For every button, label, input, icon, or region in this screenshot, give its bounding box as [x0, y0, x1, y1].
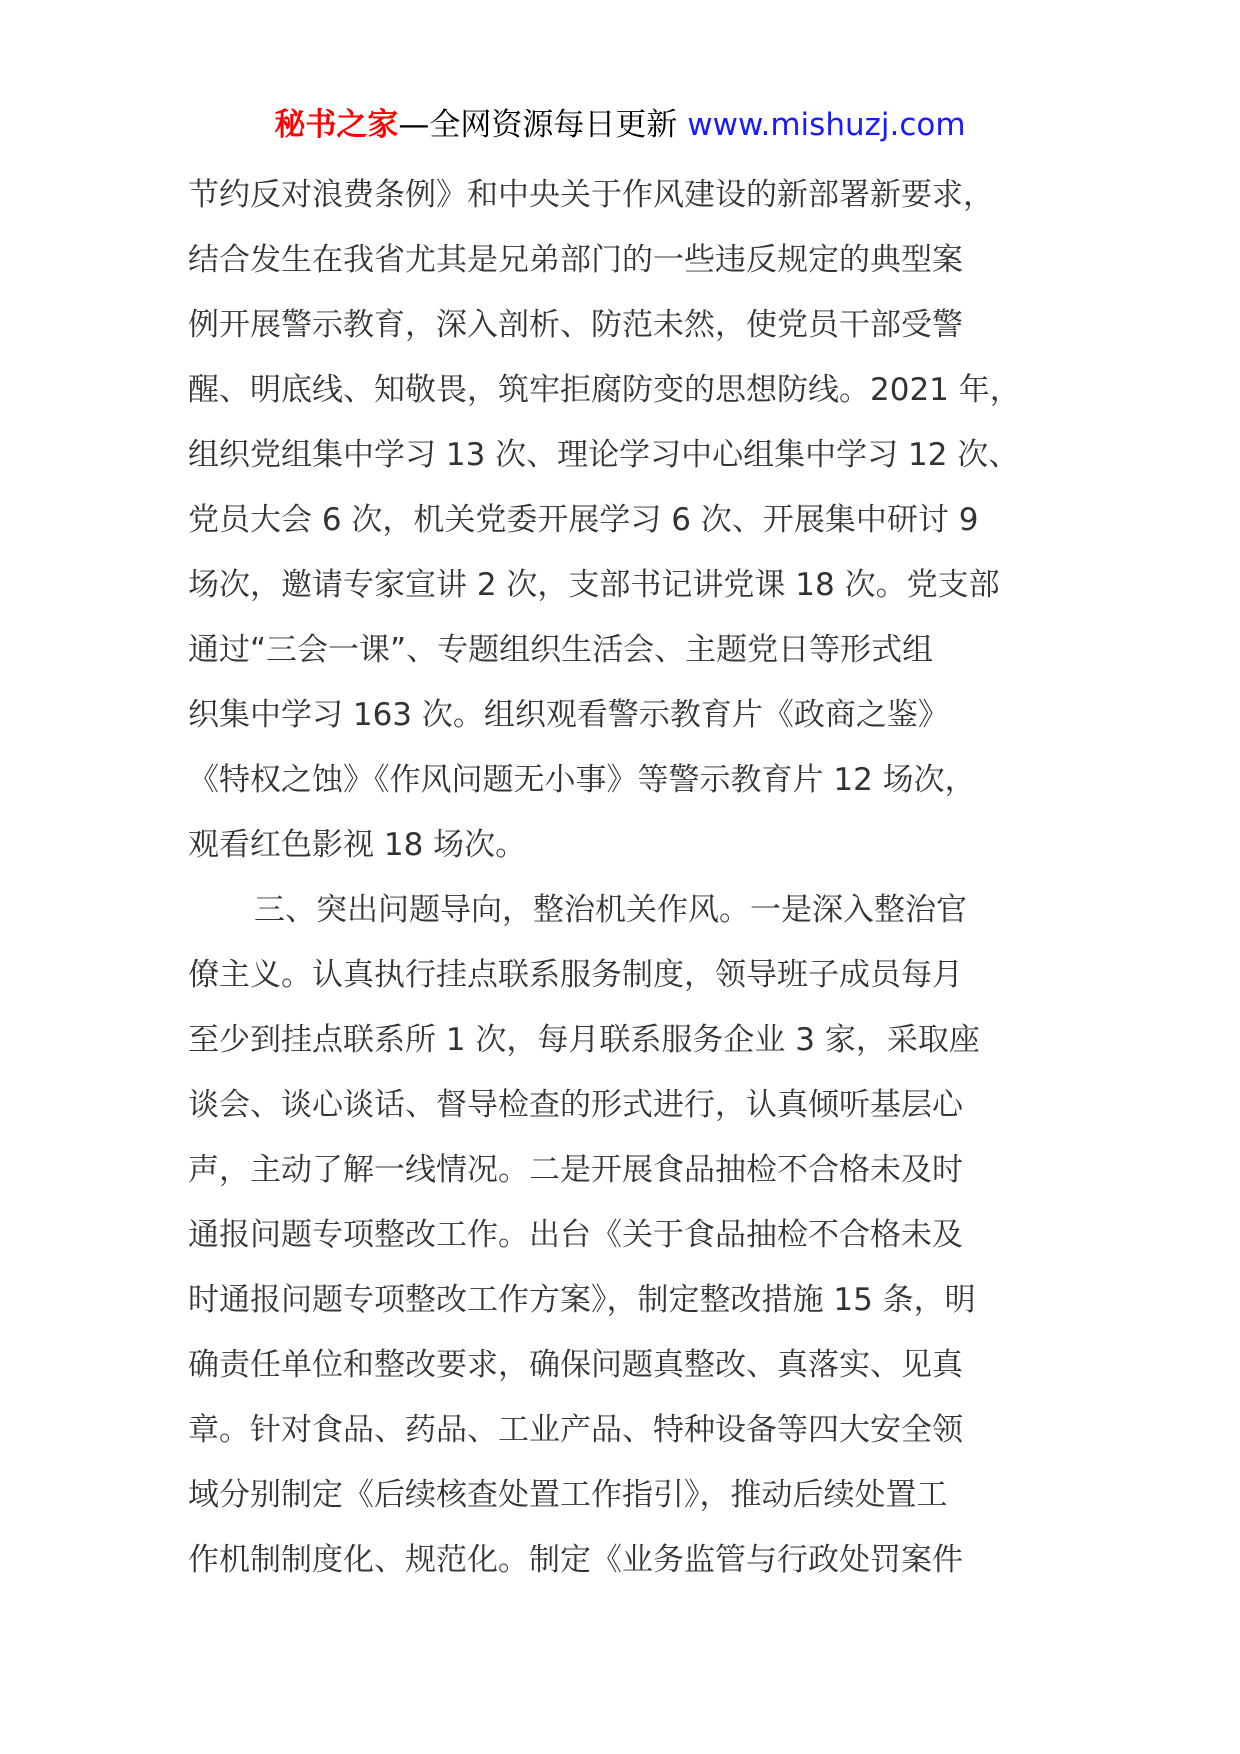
body-line: 域分别制定《后续核查处置工作指引》，推动后续处置工 [188, 1477, 948, 1513]
site-url-link[interactable]: www.mishuzj.com [687, 107, 966, 143]
body-line: 织集中学习 163 次。组织观看警示教育片《政商之鉴》 [188, 697, 949, 733]
site-header [0, 100, 1240, 150]
body-line: 通报问题专项整改工作。出台《关于食品抽检不合格未及 [188, 1217, 963, 1253]
brand-name: 秘书之家 [274, 107, 399, 143]
body-line: 谈会、谈心谈话、督导检查的形式进行，认真倾听基层心 [188, 1087, 963, 1123]
body-line: 节约反对浪费条例》和中央关于作风建设的新部署新要求， [188, 177, 994, 213]
body-line: 《特权之蚀》《作风问题无小事》等警示教育片 12 场次， [188, 762, 976, 798]
header-tagline: —全网资源每日更新 [398, 107, 678, 143]
body-line: 场次，邀请专家宣讲 2 次，支部书记讲党课 18 次。党支部 [188, 567, 1000, 603]
body-line: 章。针对食品、药品、工业产品、特种设备等四大安全领 [188, 1412, 963, 1448]
body-line: 确责任单位和整改要求，确保问题真整改、真落实、见真 [188, 1347, 963, 1383]
section-heading-line: 三、突出问题导向，整治机关作风。一是深入整治官 [254, 892, 967, 928]
body-line: 党员大会 6 次，机关党委开展学习 6 次、开展集中研讨 9 [188, 502, 979, 538]
body-line: 时通报问题专项整改工作方案》，制定整改措施 15 条，明 [188, 1282, 976, 1318]
body-line: 例开展警示教育，深入剖析、防范未然，使党员干部受警 [188, 307, 963, 343]
body-line: 观看红色影视 18 场次。 [188, 827, 527, 863]
body-line: 作机制制度化、规范化。制定《业务监管与行政处罚案件 [188, 1542, 963, 1578]
body-line: 组织党组集中学习 13 次、理论学习中心组集中学习 12 次、 [188, 437, 1020, 473]
body-line: 醒、明底线、知敬畏，筑牢拒腐防变的思想防线。2021 年， [188, 372, 1021, 408]
body-line: 通过“三会一课”、专题组织生活会、主题党日等形式组 [188, 632, 934, 668]
body-line: 僚主义。认真执行挂点联系服务制度，领导班子成员每月 [188, 957, 963, 993]
body-line: 声，主动了解一线情况。二是开展食品抽检不合格未及时 [188, 1152, 963, 1188]
document-body [188, 163, 1088, 1593]
body-line: 结合发生在我省尤其是兄弟部门的一些违反规定的典型案 [188, 242, 963, 278]
body-line: 至少到挂点联系所 1 次，每月联系服务企业 3 家，采取座 [188, 1022, 980, 1058]
